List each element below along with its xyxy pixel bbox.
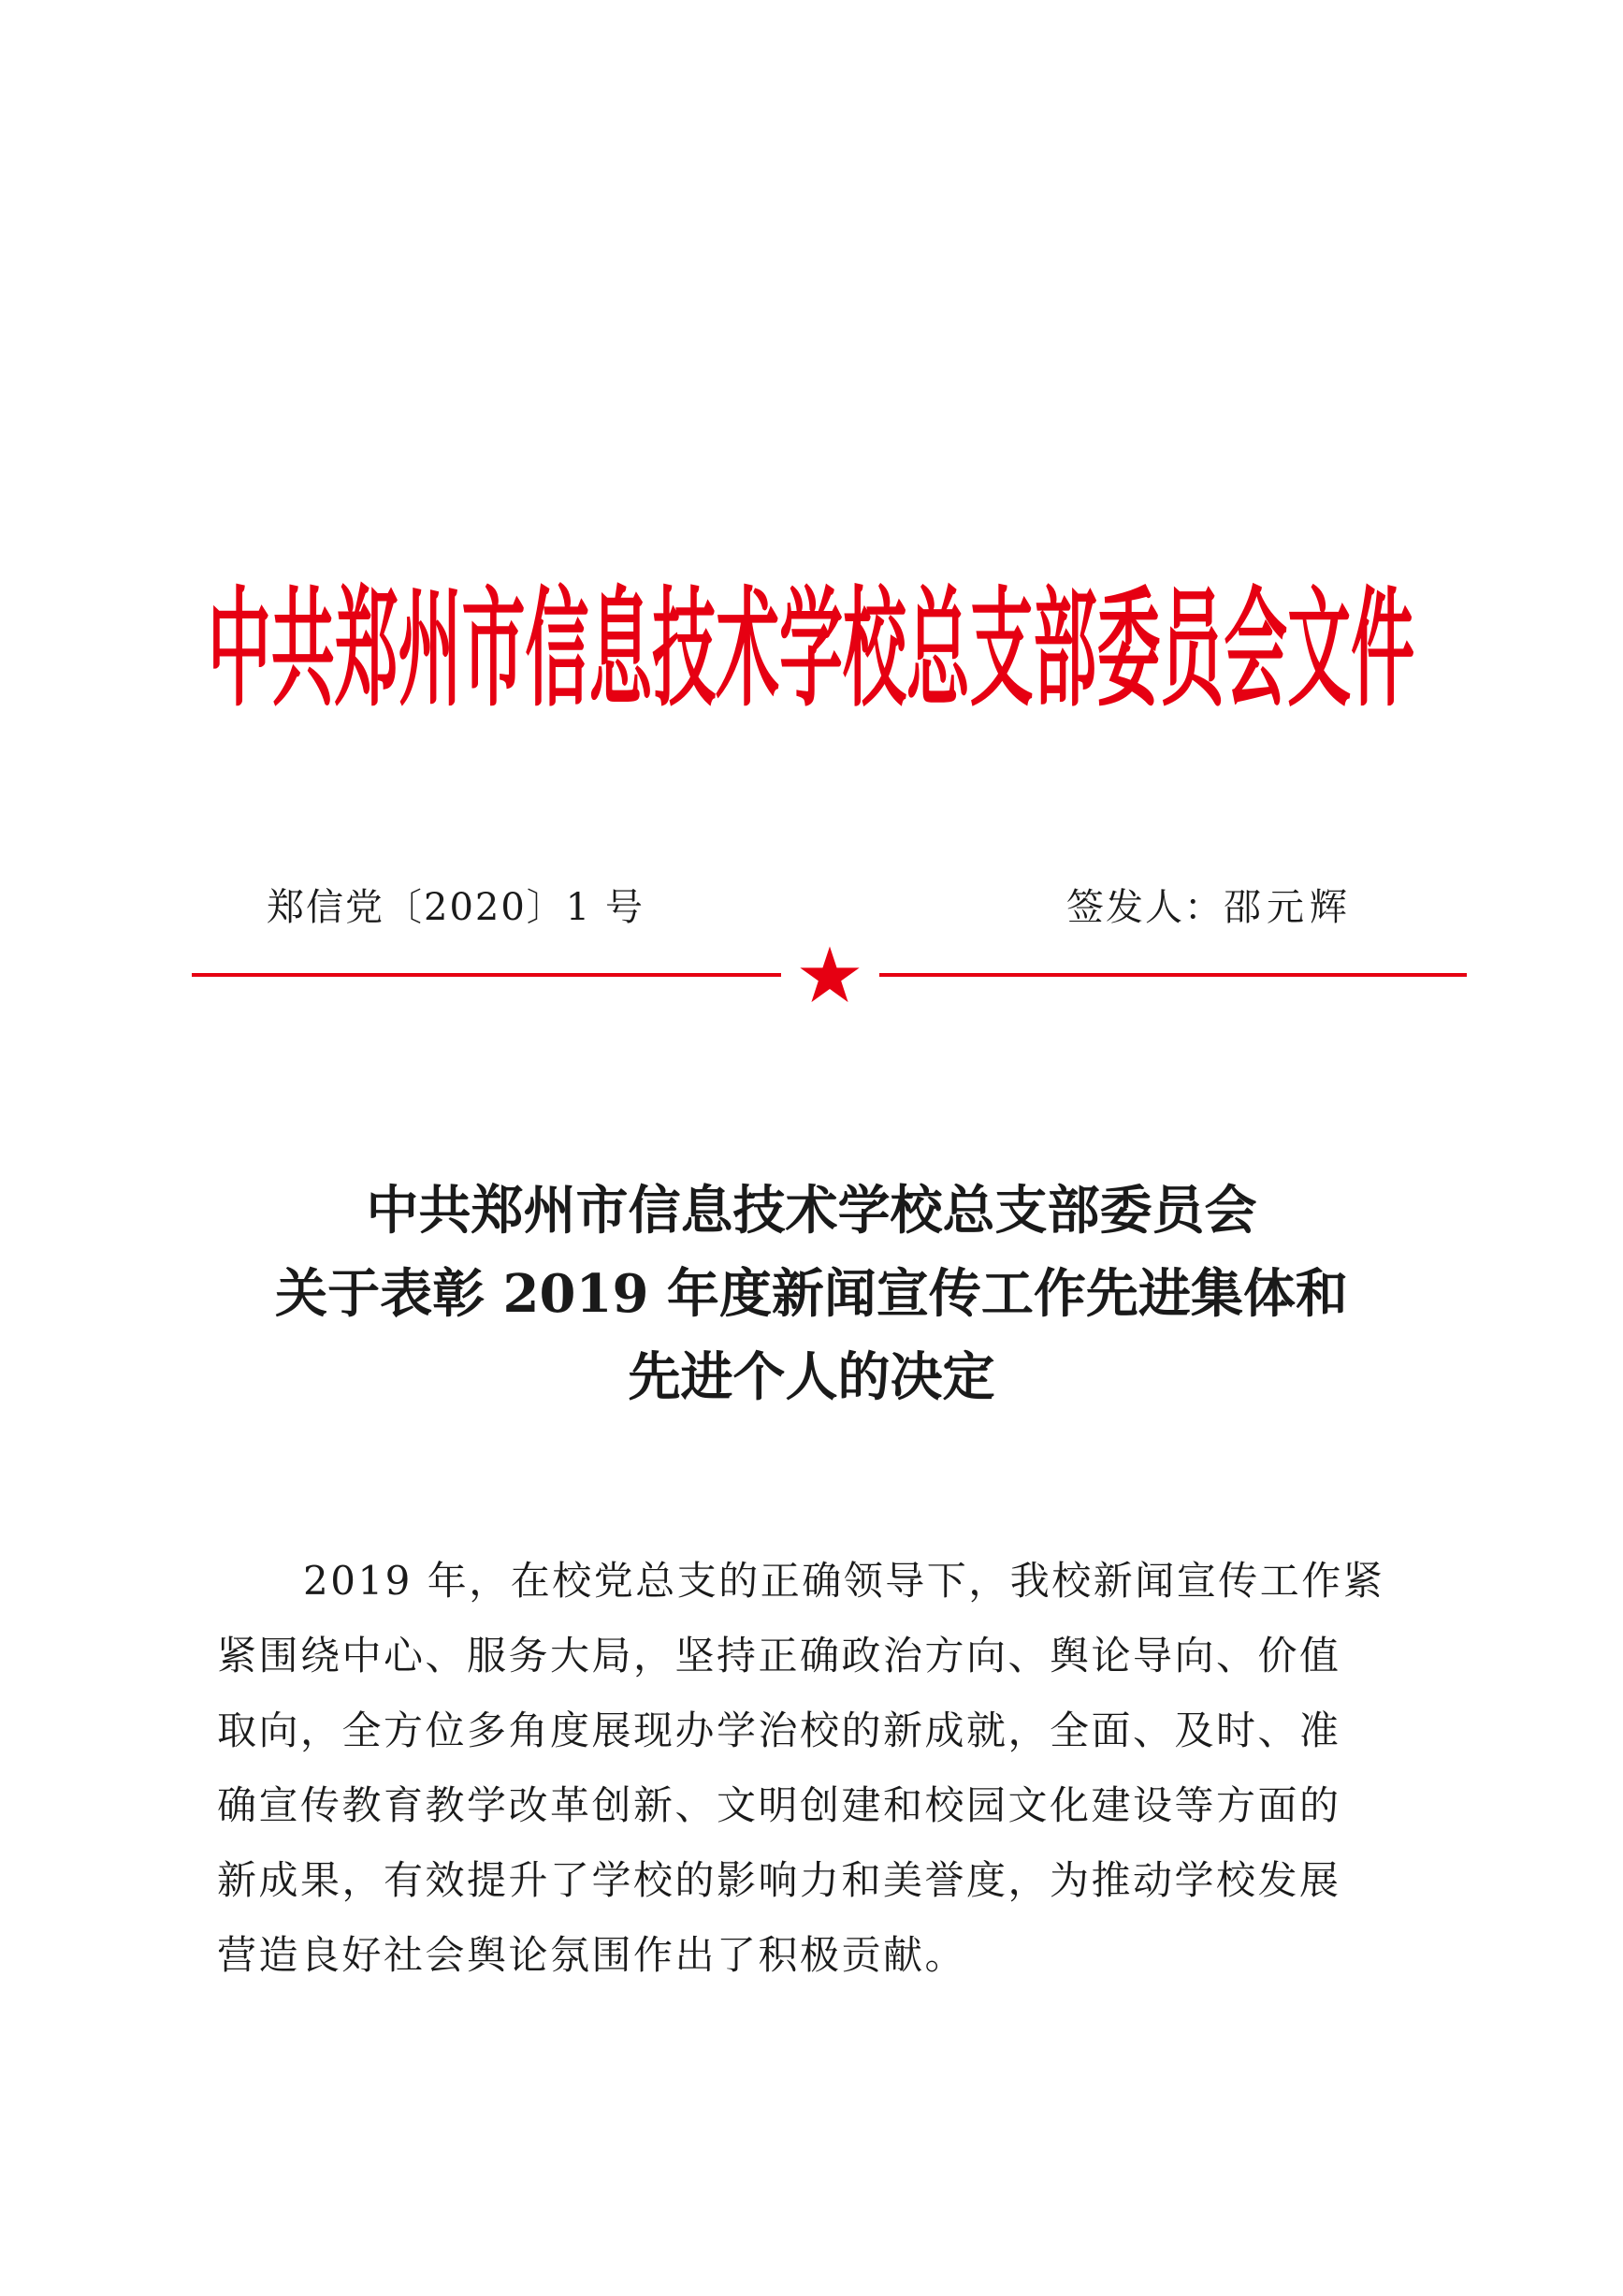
body-line: 取向，全方位多角度展现办学治校的新成就，全面、及时、准 [217,1707,1341,1753]
red-star-icon [800,945,860,1003]
body-line: 紧围绕中心、服务大局，坚持正确政治方向、舆论导向、价值 [217,1633,1341,1678]
body-line: 新成果，有效提升了学校的影响力和美誉度，为推动学校发展 [217,1857,1341,1903]
title-line-1: 中共郑州市信息技术学校总支部委员会 [366,1180,1257,1242]
red-rule-left [192,973,781,977]
red-rule-right [879,973,1467,977]
title-line-3: 先进个人的决定 [628,1346,995,1408]
body-line: 营造良好社会舆论氛围作出了积极贡献。 [217,1932,967,1978]
title-line-2: 关于表彰 2019 年度新闻宣传工作先进集体和 [275,1263,1348,1325]
body-line: 确宣传教育教学改革创新、文明创建和校园文化建设等方面的 [217,1782,1341,1828]
issuer-name: 邵元辉 [1224,886,1353,929]
document-title [140,1170,1483,1419]
document-number: 郑信党〔2020〕1 号 [267,886,645,929]
body-line: 2019 年，在校党总支的正确领导下，我校新闻宣传工作紧 [303,1558,1385,1604]
body-paragraph [217,1544,1407,1993]
masthead-title: 中共郑州市信息技术学校总支部委员会文件 [208,575,1415,725]
issuer-label: 签发人： [1066,886,1224,929]
issuer-line [1066,884,1353,931]
